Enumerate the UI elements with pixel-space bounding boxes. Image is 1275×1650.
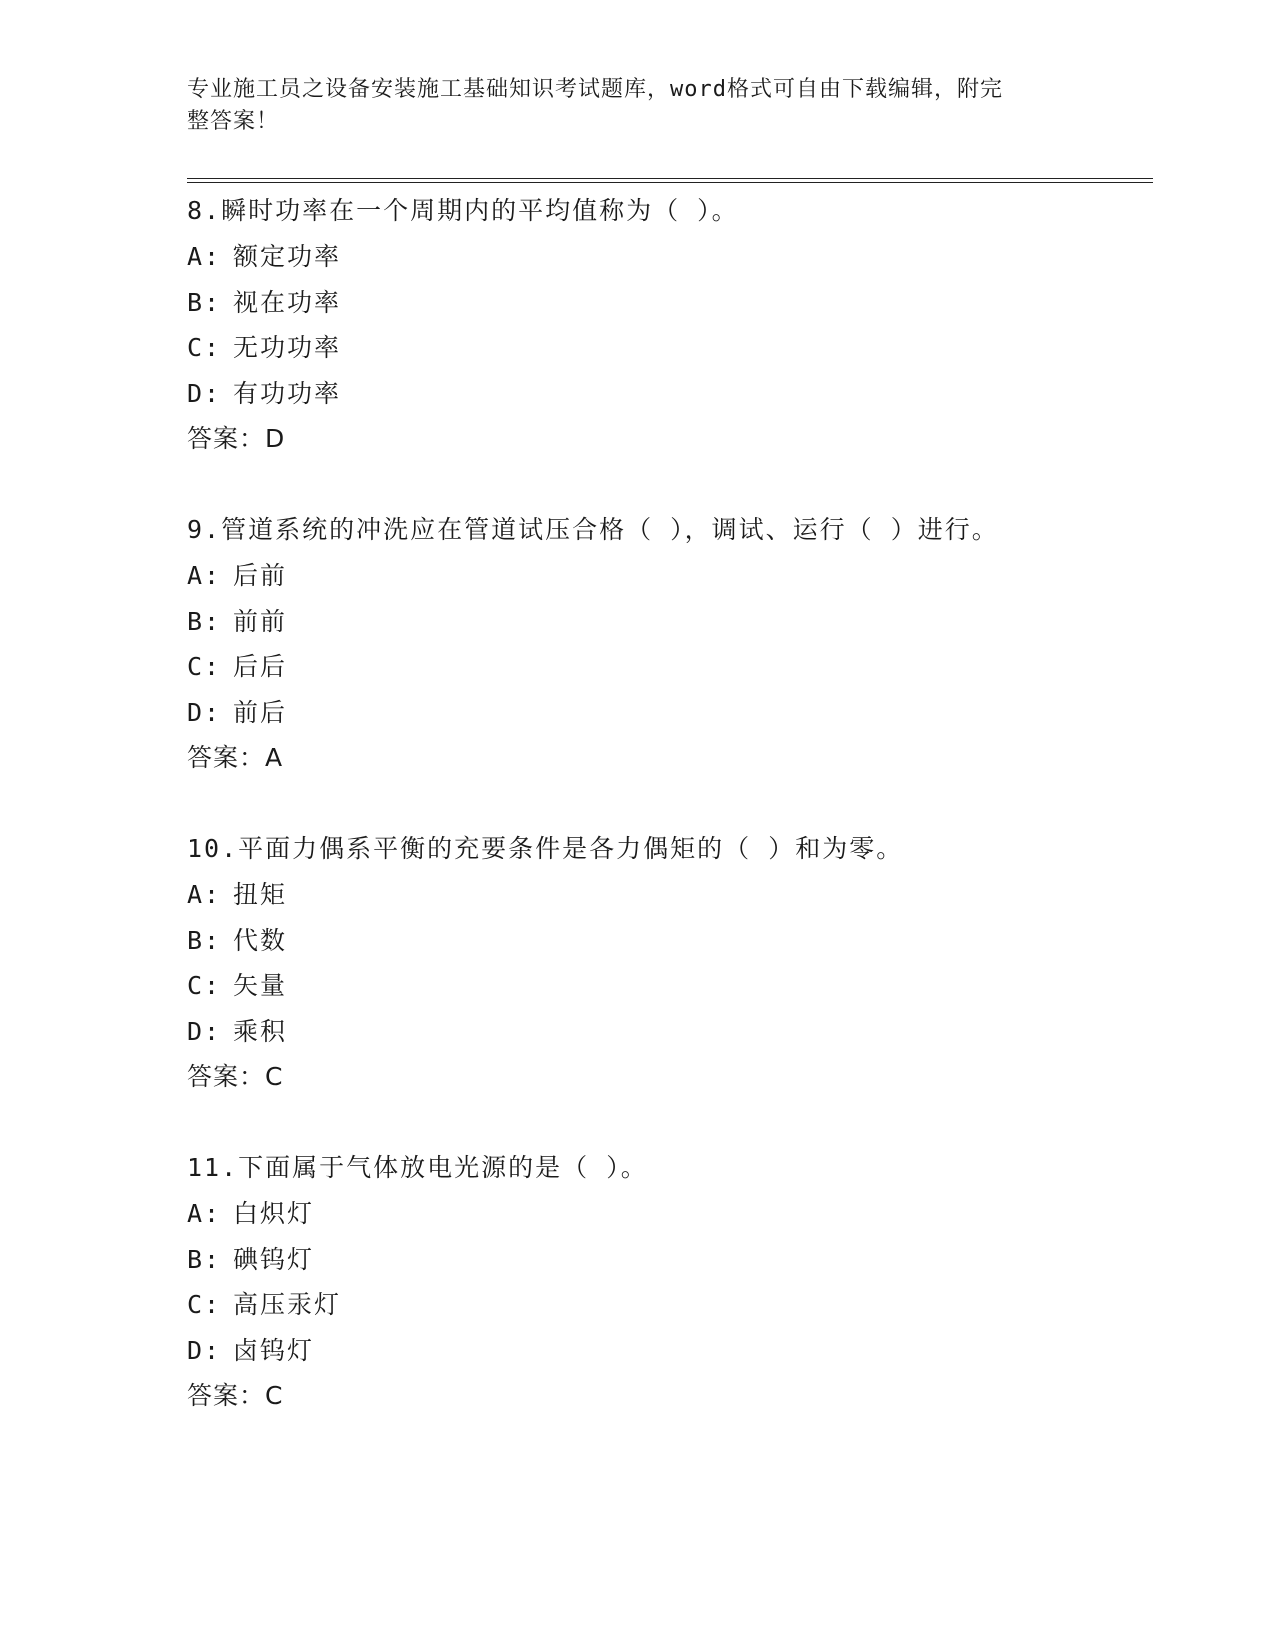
option-a (187, 1192, 1187, 1238)
option-d (187, 372, 1187, 418)
option-text: 无功功率 (233, 333, 342, 362)
option-key: A: (187, 242, 222, 271)
option-d (187, 1010, 1187, 1056)
question-stem: 8.瞬时功率在一个周期内的平均值称为（ ）。 (187, 196, 739, 225)
option-key: C: (187, 971, 222, 1000)
option-key: B: (187, 287, 222, 317)
answer-line: 答案：C (187, 1062, 284, 1091)
option-key: A: (187, 561, 222, 590)
option-key: D: (187, 1016, 222, 1046)
question-8 (187, 189, 1187, 463)
option-key: C: (187, 333, 222, 362)
option-c (187, 964, 1187, 1010)
header-line-1: 专业施工员之设备安装施工基础知识考试题库，word格式可自由下载编辑，附完 (187, 77, 1003, 102)
option-text: 后前 (233, 561, 288, 590)
option-text: 卤钨灯 (233, 1335, 315, 1365)
option-text: 白炽灯 (233, 1199, 315, 1228)
answer-line: 答案：C (187, 1381, 284, 1410)
question-9 (187, 508, 1187, 782)
option-key: A: (187, 1199, 222, 1228)
question-11 (187, 1146, 1187, 1420)
option-a (187, 554, 1187, 600)
option-a (187, 235, 1187, 281)
option-text: 后后 (233, 652, 288, 681)
option-text: 扭矩 (233, 880, 288, 909)
option-text: 乘积 (233, 1016, 288, 1046)
header-divider (187, 178, 1153, 183)
question-stem: 10.平面力偶系平衡的充要条件是各力偶矩的（ ）和为零。 (187, 834, 904, 863)
option-b (187, 600, 1187, 646)
question-10 (187, 827, 1187, 1101)
option-key: B: (187, 925, 222, 955)
question-stem: 11.下面属于气体放电光源的是（ ）。 (187, 1153, 648, 1182)
option-b (187, 281, 1187, 327)
option-text: 高压汞灯 (233, 1290, 342, 1319)
option-c (187, 645, 1187, 691)
header-line-2: 整答案！ (187, 109, 280, 134)
option-b (187, 919, 1187, 965)
answer-line: 答案：A (187, 743, 284, 772)
option-c (187, 1283, 1187, 1329)
option-text: 有功功率 (233, 378, 342, 408)
document-header (187, 74, 1067, 138)
option-text: 前后 (233, 697, 288, 727)
option-key: D: (187, 378, 222, 408)
option-text: 碘钨灯 (233, 1244, 315, 1274)
option-c (187, 326, 1187, 372)
option-text: 矢量 (233, 971, 288, 1000)
option-key: D: (187, 1335, 222, 1365)
option-key: A: (187, 880, 222, 909)
option-a (187, 873, 1187, 919)
option-text: 额定功率 (233, 242, 342, 271)
option-text: 代数 (233, 925, 288, 955)
option-key: C: (187, 1290, 222, 1319)
option-b (187, 1238, 1187, 1284)
option-d (187, 691, 1187, 737)
option-key: B: (187, 606, 222, 636)
answer-line: 答案：D (187, 424, 286, 453)
option-text: 视在功率 (233, 287, 342, 317)
option-key: C: (187, 652, 222, 681)
question-stem: 9.管道系统的冲洗应在管道试压合格（ ），调试、运行（ ）进行。 (187, 515, 999, 544)
option-key: B: (187, 1244, 222, 1274)
option-key: D: (187, 697, 222, 727)
option-d (187, 1329, 1187, 1375)
option-text: 前前 (233, 606, 288, 636)
